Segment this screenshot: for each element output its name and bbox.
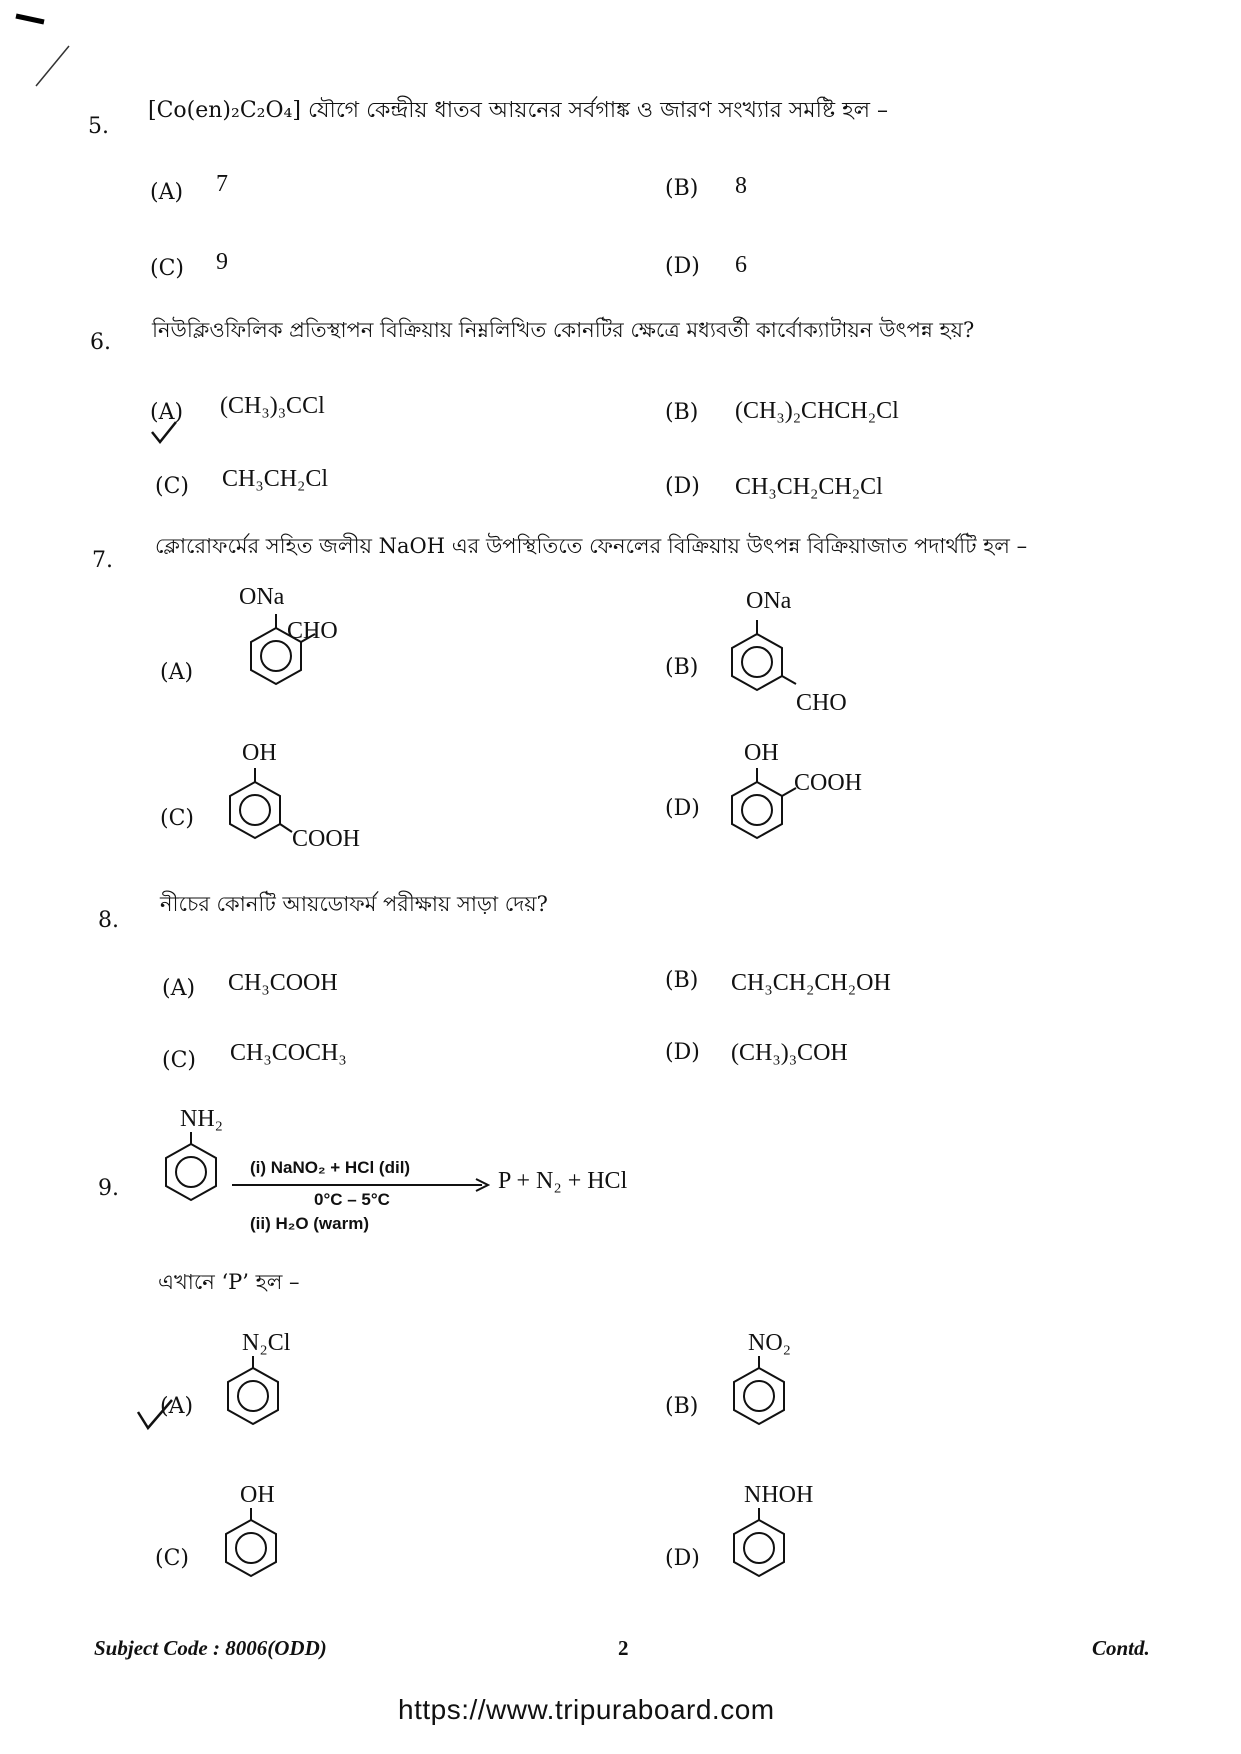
reaction-condition: (i) NaNO₂ + HCl (dil) — [250, 1158, 411, 1177]
option-letter: (C) — [162, 1048, 196, 1073]
option-letter: (B) — [665, 968, 699, 993]
option-letter: (B) — [665, 400, 699, 425]
question-number: 8. — [98, 908, 119, 933]
benzene-structure — [718, 1330, 808, 1448]
reaction-condition: 0°C – 5°C — [314, 1190, 390, 1209]
option-text: CH₃CH₂CH₂OH — [731, 970, 891, 996]
question-text: ক্লোরোফর্মের সহিত জলীয় NaOH এর উপস্থিতিতে ফেনলের বিক্রিয়ায় উৎপন্ন বিক্রিয়াজাত পদার্থটি হল – — [155, 534, 1028, 558]
option-letter: (D) — [665, 1546, 700, 1571]
benzene-structure — [210, 1482, 300, 1600]
substituent-label: ONa — [239, 584, 285, 610]
option-letter: (B) — [665, 176, 699, 201]
website-link[interactable]: https://www.tripuraboard.com — [398, 1694, 775, 1725]
substituent-label: CHO — [796, 690, 847, 716]
question-body: যৌগে কেন্দ্রীয় ধাতব আয়নের সর্বগাঙ্ক ও জারণ সংখ্যার সমষ্টি হল – — [307, 98, 889, 123]
benzene-structure — [225, 584, 345, 714]
option-letter: (A) — [160, 1394, 194, 1419]
substituent-label: OH — [240, 1482, 275, 1508]
question-text: নীচের কোনটি আয়ডোফর্ম পরীক্ষায় সাড়া দেয়? — [160, 892, 548, 916]
option-text: 8 — [735, 173, 747, 199]
question-number: 7. — [92, 548, 113, 573]
option-text: (CH₃)₃COH — [731, 1040, 848, 1066]
option-letter: (B) — [665, 655, 699, 680]
complex-formula: [Co(en)₂C₂O₄] — [148, 98, 301, 123]
benzene-structure — [220, 740, 361, 878]
continued-label: Contd. — [1092, 1636, 1150, 1660]
option-letter: (C) — [155, 474, 189, 499]
substituent-label: NHOH — [744, 1482, 814, 1508]
subject-code: Subject Code : 8006(ODD) — [94, 1636, 327, 1660]
substituent-label: CHO — [287, 618, 338, 644]
substituent-label: ONa — [746, 588, 792, 614]
option-letter: (A) — [150, 400, 184, 425]
substituent-label: NO₂ — [748, 1330, 792, 1356]
substituent-label: COOH — [794, 770, 863, 796]
benzene-structure — [718, 1482, 814, 1600]
option-text: (CH₃)₂CHCH₂Cl — [735, 398, 899, 424]
question-text: এখানে ‘P’ হল – — [158, 1270, 300, 1294]
question-number: 6. — [90, 330, 111, 355]
option-letter: (D) — [665, 1040, 700, 1065]
option-letter: (D) — [665, 254, 700, 279]
reaction-products: P + N₂ + HCl — [498, 1168, 628, 1194]
substituent-label: OH — [242, 740, 277, 766]
question-number: 5. — [88, 114, 109, 139]
benzene-structure — [212, 1330, 302, 1448]
reaction-condition: (ii) H₂O (warm) — [250, 1214, 369, 1233]
option-letter: (D) — [665, 796, 700, 821]
option-text: CH₃COCH₃ — [230, 1040, 347, 1066]
substituent-label: NH₂ — [180, 1106, 224, 1132]
benzene-structure — [726, 740, 863, 878]
option-letter: (A) — [162, 976, 196, 1001]
question-text — [148, 98, 888, 124]
option-letter: (B) — [665, 1394, 699, 1419]
option-text: (CH₃)₃CCl — [220, 393, 325, 419]
option-text: 6 — [735, 252, 747, 278]
question-text: নিউক্লিওফিলিক প্রতিস্থাপন বিক্রিয়ায় নিম্নলিখিত কোনটির ক্ষেত্রে মধ্যবর্তী কার্বোক্যাটায়ন উৎপন্ন হয়? — [152, 318, 975, 342]
option-text: CH₃CH₂CH₂Cl — [735, 474, 883, 500]
option-letter: (D) — [665, 474, 700, 499]
substituent-label: COOH — [292, 826, 361, 852]
scan-mark — [14, 8, 84, 88]
option-text: 9 — [216, 249, 228, 275]
option-text: CH₃CH₂Cl — [222, 466, 329, 492]
option-letter: (C) — [160, 806, 194, 831]
option-letter: (A) — [150, 180, 184, 205]
option-text: CH₃COOH — [228, 970, 338, 996]
question-number: 9. — [98, 1176, 119, 1201]
benzene-ring-icon — [220, 744, 350, 874]
benzene-structure — [726, 588, 856, 730]
benzene-structure — [150, 1106, 240, 1224]
option-letter: (A) — [160, 660, 194, 685]
option-text: 7 — [216, 171, 228, 197]
substituent-label: OH — [744, 740, 779, 766]
substituent-label: N₂Cl — [242, 1330, 291, 1356]
option-letter: (C) — [155, 1546, 189, 1571]
option-letter: (C) — [150, 256, 184, 281]
page-number: 2 — [618, 1636, 629, 1660]
check-mark-icon — [150, 418, 190, 448]
check-mark-icon — [136, 1398, 176, 1434]
